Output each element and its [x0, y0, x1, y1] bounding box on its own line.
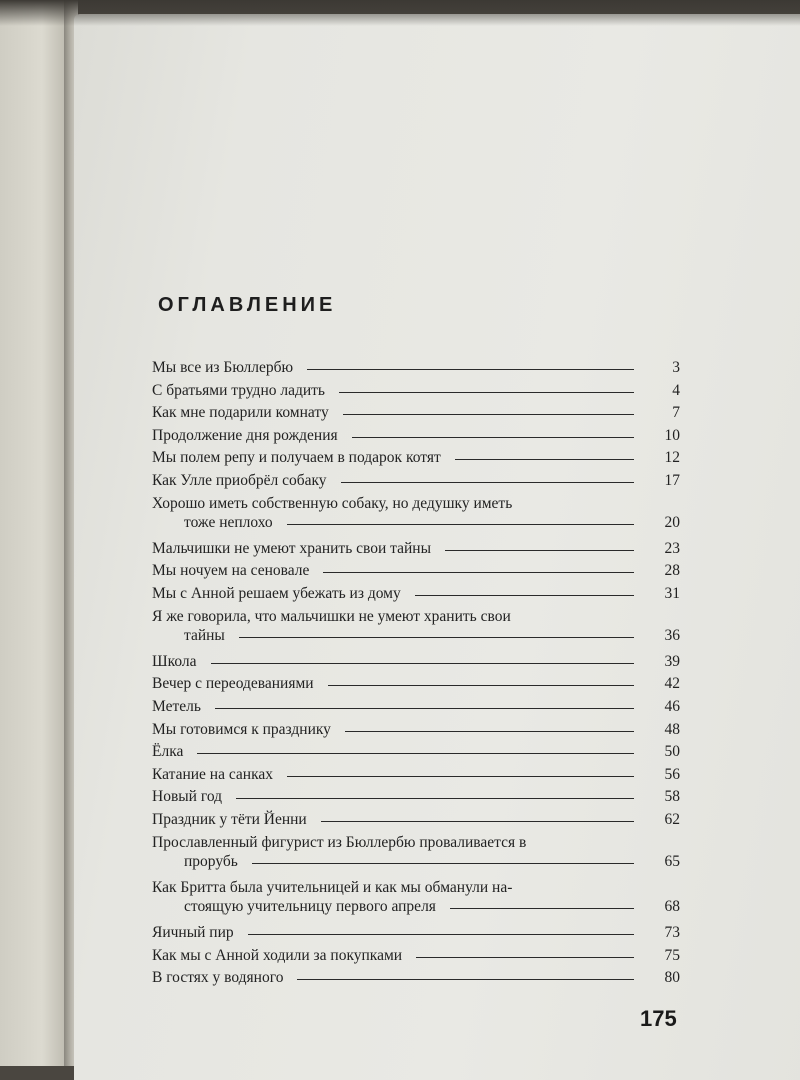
toc-entry [152, 968, 680, 987]
toc-entry-title: В гостях у водяного [152, 969, 284, 987]
toc-leader-line [307, 369, 634, 370]
toc-page-number: 50 [664, 743, 680, 761]
toc-page-number: 36 [664, 626, 680, 644]
toc-leader-line [252, 863, 634, 864]
toc-entry [152, 448, 680, 467]
toc-entry-line [152, 539, 680, 558]
toc-entry [152, 810, 680, 829]
toc-entry-line [152, 403, 680, 422]
toc-leader-line [455, 459, 634, 460]
toc-leader-line [211, 663, 634, 664]
toc-page-number: 56 [664, 765, 680, 783]
toc-page-number: 46 [664, 698, 680, 715]
toc-entry-title: тоже неплохо [184, 513, 273, 531]
toc-entry-title: Продолжение дня рождения [152, 426, 338, 444]
toc-entry [152, 471, 680, 490]
toc-entry-line [152, 626, 680, 645]
toc-entry-title: Мы все из Бюллербю [152, 359, 294, 376]
toc-entry-line [152, 923, 680, 942]
toc-entry-title: Праздник у тёти Йенни [152, 811, 307, 828]
toc-page-number: 75 [664, 946, 680, 964]
toc-entry-line [152, 674, 680, 693]
toc-leader-line [287, 524, 634, 525]
toc-entry [152, 584, 680, 603]
toc-page-number: 10 [664, 426, 680, 444]
toc-page-number: 4 [672, 381, 680, 399]
toc-page-number: 42 [664, 675, 680, 693]
toc-entry [152, 697, 680, 716]
toc-entry [152, 426, 680, 445]
toc-leader-line [328, 685, 634, 686]
toc-entry [152, 720, 680, 739]
toc-entry-title: Как Улле приобрёл собаку [152, 472, 327, 489]
toc-entry-line [152, 607, 680, 626]
toc-entry-title: стоящую учительницу первого апреля [184, 897, 436, 915]
toc-entry-title: Яичный пир [152, 924, 234, 941]
toc-leader-line [236, 798, 634, 799]
toc-page-number: 12 [664, 449, 680, 467]
toc-page-number: 62 [664, 811, 680, 828]
toc-leader-line [416, 957, 634, 958]
toc-page-number: 31 [664, 585, 680, 602]
toc-leader-line [343, 414, 634, 415]
toc-entry-line [152, 494, 680, 513]
toc-entry-line [152, 652, 680, 671]
toc-page-number: 39 [664, 652, 680, 670]
toc-entry [152, 787, 680, 806]
toc-entry-line [152, 584, 680, 603]
toc-leader-line [239, 637, 634, 638]
toc-entry-title: Ёлка [152, 743, 184, 761]
toc-entry [152, 358, 680, 377]
toc-entry-title: прорубь [184, 852, 238, 870]
toc-entry [152, 878, 680, 916]
toc-entry-title: Мы готовимся к празднику [152, 720, 331, 738]
toc-entry-title: Мы полем репу и получаем в подарок котят [152, 449, 441, 467]
toc-leader-line [445, 550, 634, 551]
toc-entry-title: Мы с Анной решаем убежать из дому [152, 585, 401, 602]
toc-entry-line [152, 787, 680, 806]
toc-page-number: 28 [664, 562, 680, 580]
toc-page-number: 58 [664, 788, 680, 806]
toc-entry-line [152, 742, 680, 761]
toc-entry-title: Мы ночуем на сеновале [152, 562, 310, 580]
toc-entry-line [152, 471, 680, 490]
toc-entry-title: Я же говорила, что мальчишки не умеют хранить свои [152, 607, 511, 625]
toc-entry [152, 539, 680, 558]
toc-entry-line [152, 448, 680, 467]
toc-entry-line [152, 765, 680, 784]
toc-entry-line [152, 426, 680, 445]
toc-entry [152, 833, 680, 871]
toc-entry-title: Как мы с Анной ходили за покупками [152, 946, 403, 964]
toc-leader-line [323, 572, 634, 573]
toc-entry [152, 561, 680, 580]
toc-entry [152, 403, 680, 422]
toc-entry-line [152, 697, 680, 716]
toc-page-number: 23 [664, 539, 680, 557]
toc-page-number: 80 [664, 969, 680, 987]
toc-entry [152, 607, 680, 645]
toc-leader-line [345, 731, 634, 732]
toc-leader-line [197, 753, 634, 754]
toc-page-number: 68 [664, 897, 680, 915]
toc-entry-title: Новый год [152, 788, 223, 806]
toc-leader-line [215, 708, 634, 709]
toc-page-number: 3 [672, 359, 680, 376]
toc-leader-line [287, 776, 634, 777]
toc-entry [152, 674, 680, 693]
toc-page-number: 73 [664, 924, 680, 941]
toc-entry-title: Метель [152, 698, 201, 715]
toc-entry-title: тайны [184, 626, 225, 644]
toc-entry-title: Как Бритта была учительницей и как мы обманули на- [152, 878, 513, 896]
toc-entry [152, 946, 680, 965]
toc-entry-line [152, 968, 680, 987]
toc-leader-line [450, 908, 634, 909]
toc-entry-line [152, 513, 680, 532]
toc-leader-line [341, 482, 634, 483]
toc-page-number: 48 [664, 720, 680, 738]
toc-entry [152, 381, 680, 400]
toc-entry-title: Мальчишки не умеют хранить свои тайны [152, 539, 431, 557]
toc-leader-line [248, 934, 634, 935]
toc-entry-title: Прославленный фигурист из Бюллербю проваливается в [152, 833, 527, 851]
toc-leader-line [352, 437, 634, 438]
page-number: 175 [640, 1006, 677, 1031]
toc-entry [152, 923, 680, 942]
toc-entry-line [152, 561, 680, 580]
toc-entry [152, 765, 680, 784]
toc-entry [152, 652, 680, 671]
toc-entry-line [152, 878, 680, 897]
toc-entry-line [152, 810, 680, 829]
toc-entry [152, 742, 680, 761]
toc-leader-line [415, 595, 634, 596]
toc-entry-line [152, 833, 680, 852]
toc-entry-title: Школа [152, 652, 197, 670]
toc-entry-title: Вечер с переодеваниями [152, 675, 314, 693]
toc-leader-line [339, 392, 634, 393]
toc-page-number: 65 [664, 852, 680, 870]
toc-page-number: 7 [672, 404, 680, 422]
toc-page-number: 20 [664, 513, 680, 531]
toc-entry-line [152, 897, 680, 916]
toc-page-number: 17 [664, 472, 680, 489]
toc-entry-title: Катание на санках [152, 765, 274, 783]
toc-entry [152, 494, 680, 532]
toc-entry-title: С братьями трудно ладить [152, 381, 326, 399]
toc-entry-line [152, 720, 680, 739]
toc-entry-line [152, 852, 680, 871]
toc-entry-line [152, 381, 680, 400]
toc-entry-line [152, 946, 680, 965]
toc-entry-title: Хорошо иметь собственную собаку, но дедушку иметь [152, 494, 513, 512]
toc-leader-line [297, 979, 634, 980]
toc-entry-title: Как мне подарили комнату [152, 404, 329, 422]
contents-heading: ОГЛАВЛЕНИЕ [158, 294, 337, 316]
toc-leader-line [321, 821, 634, 822]
toc-entry-line [152, 358, 680, 377]
